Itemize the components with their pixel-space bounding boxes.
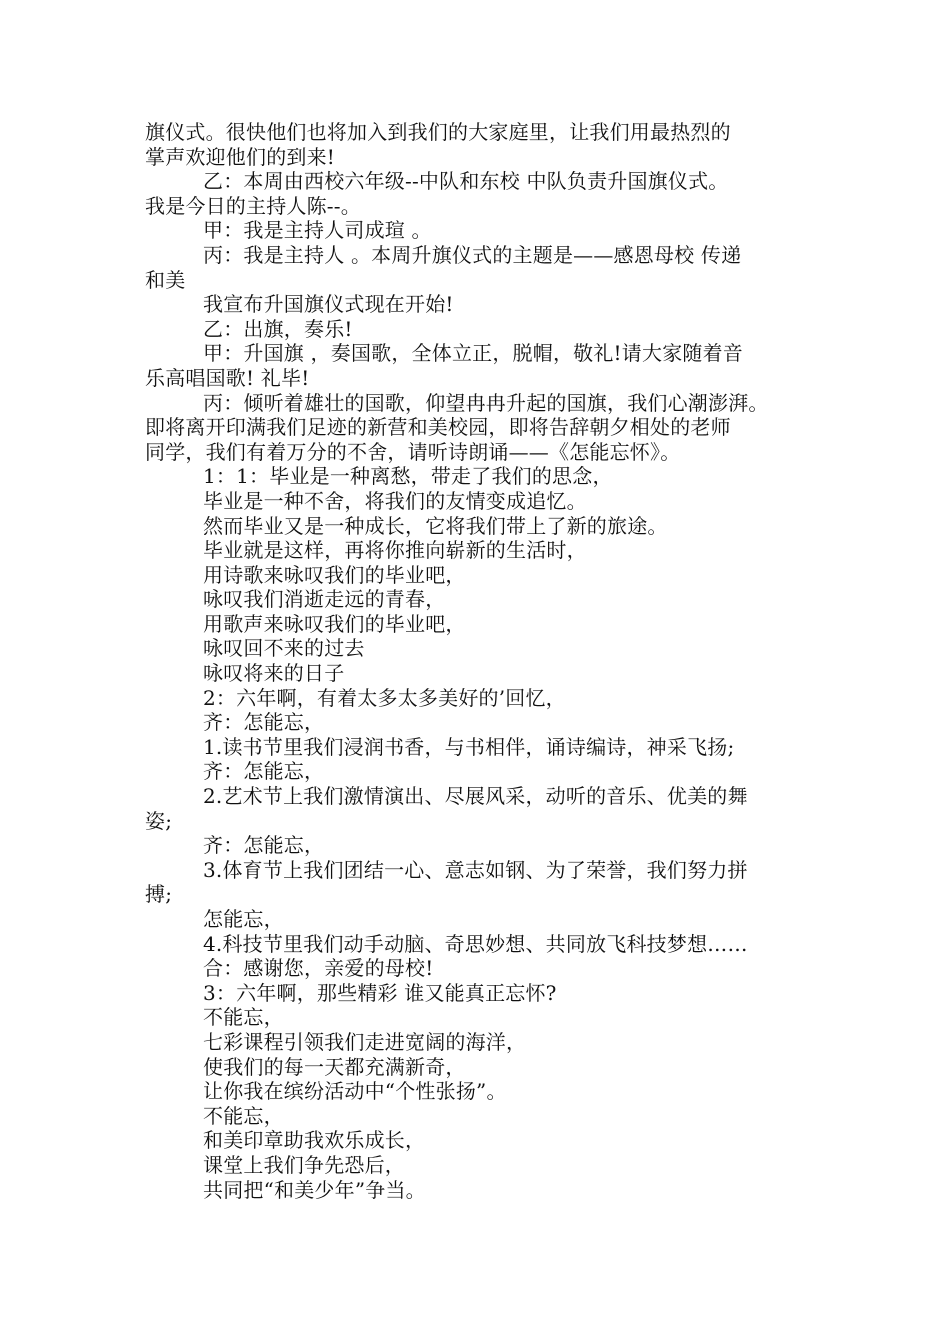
text-line: 2.艺术节上我们激情演出、尽展风采，动听的音乐、优美的舞 <box>203 784 748 809</box>
text-line: 即将离开印满我们足迹的新营和美校园，即将告辞朝夕相处的老师 <box>145 415 731 440</box>
text-line: 1.读书节里我们浸润书香，与书相伴，诵诗编诗，神采飞扬; <box>203 734 735 759</box>
text-line: 甲：升国旗 ，奏国歌，全体立正，脱帽，敬礼!请大家随着音 <box>203 341 743 366</box>
text-line: 毕业就是这样，再将你推向崭新的生活时， <box>203 538 587 563</box>
text-line: 乙：出旗，奏乐! <box>203 316 353 341</box>
text-line: 我宣布升国旗仪式现在开始! <box>203 292 454 317</box>
text-line: 旗仪式。很快他们也将加入到我们的大家庭里，让我们用最热烈的 <box>145 120 731 144</box>
text-line: 咏叹回不来的过去 <box>203 636 365 661</box>
text-line: 和美 <box>145 267 186 292</box>
text-line: 3.体育节上我们团结一心、意志如钢、为了荣誉，我们努力拼 <box>203 857 748 882</box>
text-line: 1：1：毕业是一种离愁，带走了我们的思念， <box>203 464 613 489</box>
text-line: 齐：怎能忘， <box>203 833 325 858</box>
text-line: 3：六年啊，那些精彩 谁又能真正忘怀? <box>203 980 557 1005</box>
text-line: 用诗歌来咏叹我们的毕业吧， <box>203 562 466 587</box>
text-line: 课堂上我们争先恐后， <box>203 1152 405 1177</box>
text-line: 共同把“和美少年”争当。 <box>203 1177 426 1202</box>
text-line: 七彩课程引领我们走进宽阔的海洋， <box>203 1029 527 1054</box>
text-line: 合：感谢您，亲爱的母校! <box>203 956 434 981</box>
text-line: 齐：怎能忘， <box>203 710 325 735</box>
text-line: 我是今日的主持人陈--。 <box>145 193 361 218</box>
text-line: 不能忘， <box>203 1005 284 1030</box>
text-line: 乐高唱国歌! 礼毕! <box>145 365 310 390</box>
text-line: 丙：我是主持人 。本周升旗仪式的主题是——感恩母校 传递 <box>203 242 742 267</box>
text-line: 掌声欢迎他们的到来! <box>145 144 336 169</box>
text-line: 毕业是一种不舍，将我们的友情变成追忆。 <box>203 488 587 513</box>
text-line: 丙：倾听着雄壮的国歌，仰望冉冉升起的国旗，我们心潮澎湃。 <box>203 390 769 415</box>
text-line: 咏叹我们消逝走远的青春， <box>203 587 446 612</box>
text-line: 同学，我们有着万分的不舍，请听诗朗诵——《怎能忘怀》。 <box>145 439 681 464</box>
text-line: 4.科技节里我们动手动脑、奇思妙想、共同放飞科技梦想…… <box>203 931 748 956</box>
text-line: 然而毕业又是一种成长，它将我们带上了新的旅途。 <box>203 513 668 538</box>
text-line: 甲：我是主持人司成瑄 。 <box>203 218 432 243</box>
text-line: 乙：本周由西校六年级--中队和东校 中队负责升国旗仪式。 <box>203 169 729 194</box>
document-body <box>145 120 810 1202</box>
text-line: 不能忘， <box>203 1103 284 1128</box>
text-line: 使我们的每一天都充满新奇， <box>203 1054 466 1079</box>
text-line: 姿; <box>145 808 173 833</box>
text-line: 和美印章助我欢乐成长， <box>203 1128 426 1153</box>
text-line: 2：六年啊，有着太多太多美好的’回忆， <box>203 685 566 710</box>
text-line: 怎能忘， <box>203 907 284 931</box>
text-line: 咏叹将来的日子 <box>203 661 345 686</box>
text-line: 搏; <box>145 882 173 907</box>
text-line: 让你我在缤纷活动中“个性张扬”。 <box>203 1079 507 1104</box>
text-line: 用歌声来咏叹我们的毕业吧， <box>203 611 466 636</box>
text-line: 齐：怎能忘， <box>203 759 325 784</box>
